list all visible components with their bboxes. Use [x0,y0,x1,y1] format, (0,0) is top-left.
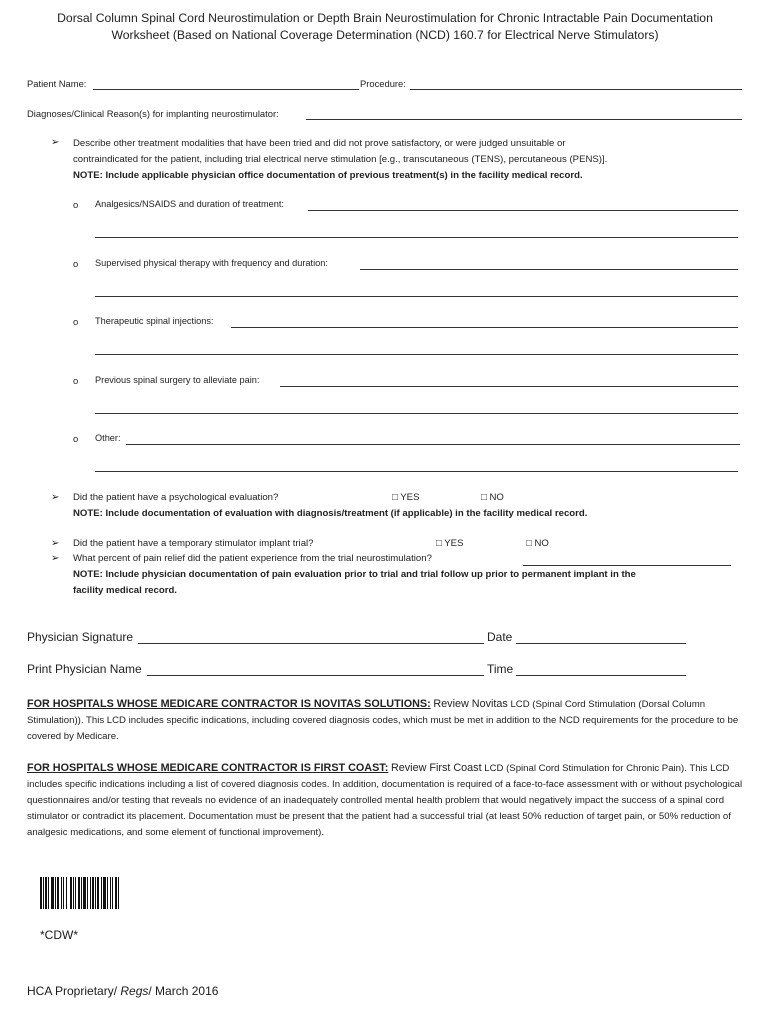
spinal-surgery-label: Previous spinal surgery to alleviate pain: [95,375,260,385]
date-label: Date [487,630,513,644]
barcode-bar [43,877,44,909]
barcode-bar [97,877,99,909]
physician-signature-label: Physician Signature [27,630,134,644]
procedure-label: Procedure: [360,78,406,89]
novitas-body: LCD (Spinal Cord Stimulation (Dorsal Column Stimulation)). This LCD includes specific indications, including covered diagnosis codes, which must be met in addition to the NCD requirements for the procedure to be covered by Medicare. [27,699,739,742]
spinal-injections-field-1[interactable] [231,327,738,328]
trial-question: Did the patient have a temporary stimulator implant trial? [73,538,314,549]
time-field[interactable] [516,675,686,676]
arrow-bullet-icon: ➢ [51,553,60,564]
psych-eval-yes-checkbox[interactable]: □ YES [392,492,420,503]
barcode-bar [101,877,102,909]
print-name-label: Print Physician Name [27,662,142,676]
first-coast-section [27,760,743,841]
analgesics-label: Analgesics/NSAIDS and duration of treatment: [95,199,284,209]
barcode-bar [51,877,54,909]
physical-therapy-field-2[interactable] [95,296,738,297]
trial-note [73,567,753,599]
time-label: Time [487,662,514,676]
barcode-bar [112,877,113,909]
barcode-bar [48,877,49,909]
sub-bullet: o [73,199,79,210]
barcode-text: *CDW* [40,928,78,942]
first-coast-review: Review First Coast [390,762,482,774]
patient-name-label: Patient Name: [27,78,87,89]
trial-note-line-2: facility medical record. [73,585,177,596]
trial-yes-checkbox[interactable]: □ YES [436,538,464,549]
arrow-bullet-icon: ➢ [51,538,60,549]
barcode-bar [57,877,59,909]
barcode-bar [70,877,72,909]
analgesics-field-2[interactable] [95,237,738,238]
footer-part-2: Regs [120,984,149,998]
spinal-injections-field-2[interactable] [95,354,738,355]
barcode-bar [66,877,67,909]
barcode-bar [83,877,86,909]
title-line-2: Worksheet (Based on National Coverage Determination (NCD) 160.7 for Electrical Nerve Stimulators) [111,28,659,42]
prompt-note: NOTE: Include applicable physician office documentation of previous treatment(s) in the facility medical record. [73,170,583,181]
page-title [20,10,750,44]
sub-bullet: o [73,258,79,269]
barcode-bar [81,877,82,909]
novitas-heading: FOR HOSPITALS WHOSE MEDICARE CONTRACTOR IS NOVITAS SOLUTIONS: [27,698,431,710]
barcode-bar [115,877,117,909]
spinal-injections-label: Therapeutic spinal injections: [95,316,214,326]
prompt-line-2: contraindicated for the patient, including trial electrical nerve stimulation [e.g., transcutaneous (TENS), percutaneous (PENS)]. [73,154,608,165]
other-field-1[interactable] [126,444,740,445]
barcode-bar [107,877,108,909]
physical-therapy-field-1[interactable] [360,269,738,270]
sub-bullet: o [73,375,79,386]
barcode-bar [45,877,47,909]
arrow-bullet-icon: ➢ [51,492,60,503]
barcode-bar [40,877,42,909]
diagnoses-label: Diagnoses/Clinical Reason(s) for implanting neurostimulator: [27,108,279,119]
barcode-bar [103,877,106,909]
psych-eval-note: NOTE: Include documentation of evaluation with diagnosis/treatment (if applicable) in the facility medical record. [73,508,588,519]
footer [27,984,218,998]
psych-eval-no-checkbox[interactable]: □ NO [481,492,504,503]
first-coast-body: LCD (Spinal Cord Stimulation for Chronic Pain). This LCD includes specific indications including a list of covered diagnosis codes. In addition, documentation is required of a face-to-face assessment with or without psychological questionnaires and/or testing that reveals no evidence of an inadequately controlled mental health problem that would negatively impact the success of a spinal cord stimulator or contradict its placement. Documentation must be present that the patient had a successful trial (at least 50% reduction of target pain, or 50% reduction of analgesic medications, and some element of functional improvement). [27,763,743,838]
arrow-bullet-icon: ➢ [51,137,60,148]
sub-bullet: o [73,433,79,444]
print-name-field[interactable] [147,675,484,676]
barcode-image [40,877,170,909]
pain-relief-question: What percent of pain relief did the patient experience from the trial neurostimulation? [73,553,432,564]
barcode-bar [90,877,91,909]
diagnoses-field[interactable] [306,119,742,120]
barcode-bar [61,877,62,909]
barcode-bar [63,877,64,909]
barcode-bar [75,877,76,909]
barcode-bar [92,877,94,909]
sub-bullet: o [73,316,79,327]
physical-therapy-label: Supervised physical therapy with frequency and duration: [95,258,328,268]
other-field-2[interactable] [95,471,738,472]
footer-part-3: / March 2016 [148,984,219,998]
barcode-bar [110,877,111,909]
analgesics-field-1[interactable] [308,210,738,211]
barcode-bar [87,877,88,909]
patient-name-field[interactable] [93,89,359,90]
pain-relief-field[interactable] [523,565,731,566]
prompt-line-1: Describe other treatment modalities that have been tried and did not prove satisfactory, or were judged unsuitable or [73,138,566,149]
physician-signature-field[interactable] [138,643,484,644]
novitas-section [27,696,743,745]
barcode-bar [73,877,74,909]
barcode-bar [95,877,96,909]
spinal-surgery-field-1[interactable] [280,386,738,387]
first-coast-heading: FOR HOSPITALS WHOSE MEDICARE CONTRACTOR IS FIRST COAST: [27,762,389,774]
spinal-surgery-field-2[interactable] [95,413,738,414]
footer-part-1: HCA Proprietary/ [27,984,121,998]
novitas-review: Review Novitas [433,698,508,710]
psych-eval-question: Did the patient have a psychological evaluation? [73,492,279,503]
barcode-bar [118,877,119,909]
date-field[interactable] [516,643,686,644]
procedure-field[interactable] [410,89,742,90]
barcode-bar [78,877,80,909]
barcode-bar [55,877,56,909]
other-label: Other: [95,433,121,443]
trial-no-checkbox[interactable]: □ NO [526,538,549,549]
trial-note-line-1: NOTE: Include physician documentation of pain evaluation prior to trial and trial follow up prior to permanent implant in the [73,569,636,580]
title-line-1: Dorsal Column Spinal Cord Neurostimulation or Depth Brain Neurostimulation for Chronic Intractable Pain Documentation [57,11,713,25]
treatment-modalities-prompt [73,136,753,184]
